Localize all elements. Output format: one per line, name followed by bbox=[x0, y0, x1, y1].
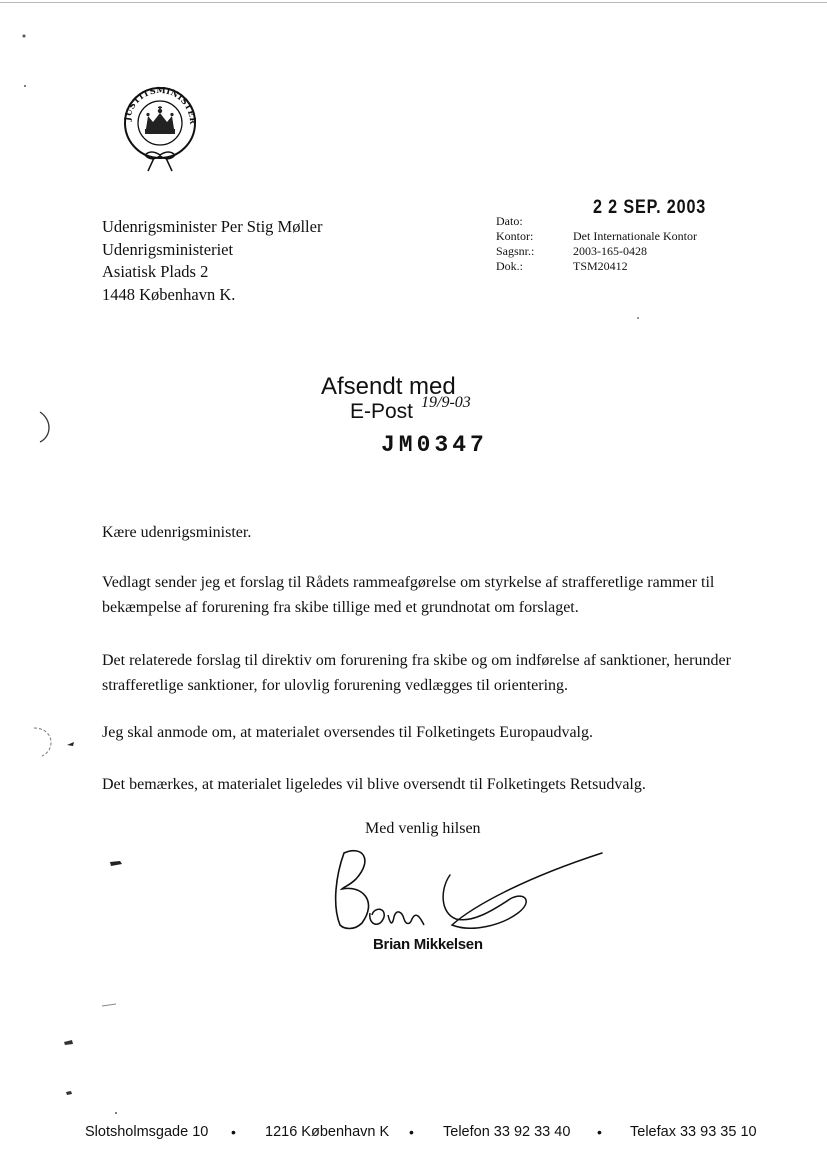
footer-separator: • bbox=[597, 1124, 602, 1140]
signer-name: Brian Mikkelsen bbox=[373, 936, 483, 953]
recipient-city: 1448 København K. bbox=[102, 284, 236, 304]
footer-fax: Telefax 33 93 35 10 bbox=[630, 1124, 757, 1140]
meta-label: Dato: bbox=[496, 214, 523, 228]
letter-paragraph: Vedlagt sender jeg et forslag til Rådets rammeafgørelse om styrkelse af strafferetlige rammer til bekæmpelse af forurening fra skibe tillige med et grundnotat om forslaget. bbox=[102, 574, 715, 616]
letter-paragraph: Jeg skal anmode om, at materialet oversendes til Folketingets Europaudvalg. bbox=[102, 724, 593, 741]
sent-stamp-line2: E-Post bbox=[350, 400, 414, 423]
letter-paragraph: Det bemærkes, at materialet ligeledes vil blive oversendt til Folketingets Retsudvalg. bbox=[102, 776, 646, 793]
footer-city: 1216 København K bbox=[265, 1124, 390, 1140]
meta-label: Sagsnr.: bbox=[496, 244, 535, 258]
date-stamp: 2 2 SEP. 2003 bbox=[593, 197, 707, 218]
letter-closing: Med venlig hilsen bbox=[365, 820, 481, 837]
meta-value: 2003-165-0428 bbox=[573, 244, 647, 258]
journal-number-stamp: JM0347 bbox=[381, 432, 488, 458]
recipient-name: Udenrigsminister Per Stig Møller bbox=[102, 217, 323, 236]
meta-value: Det Internationale Kontor bbox=[573, 229, 697, 243]
footer-separator: • bbox=[231, 1124, 236, 1140]
sent-handwritten-date: 19/9-03 bbox=[421, 394, 471, 411]
letter-paragraph: Det relaterede forslag til direktiv om forurening fra skibe og om indførelse af sanktioner, herunder strafferetlige sanktioner, for ulovlig forurening vedlægges til orientering. bbox=[102, 652, 731, 694]
meta-label: Kontor: bbox=[496, 229, 534, 243]
letter-greeting: Kære udenrigsminister. bbox=[102, 524, 252, 541]
seal-text: JUSTITSMINISTER bbox=[122, 84, 199, 125]
meta-value: TSM20412 bbox=[573, 259, 628, 273]
recipient-ministry: Udenrigsministeriet bbox=[102, 239, 234, 259]
footer-phone: Telefon 33 92 33 40 bbox=[443, 1124, 571, 1140]
sent-stamp-line1: Afsendt med bbox=[321, 373, 456, 400]
footer-address: Slotsholmsgade 10 bbox=[85, 1124, 209, 1140]
recipient-street: Asiatisk Plads 2 bbox=[102, 262, 209, 281]
footer-separator: • bbox=[409, 1124, 414, 1140]
meta-label: Dok.: bbox=[496, 259, 523, 273]
